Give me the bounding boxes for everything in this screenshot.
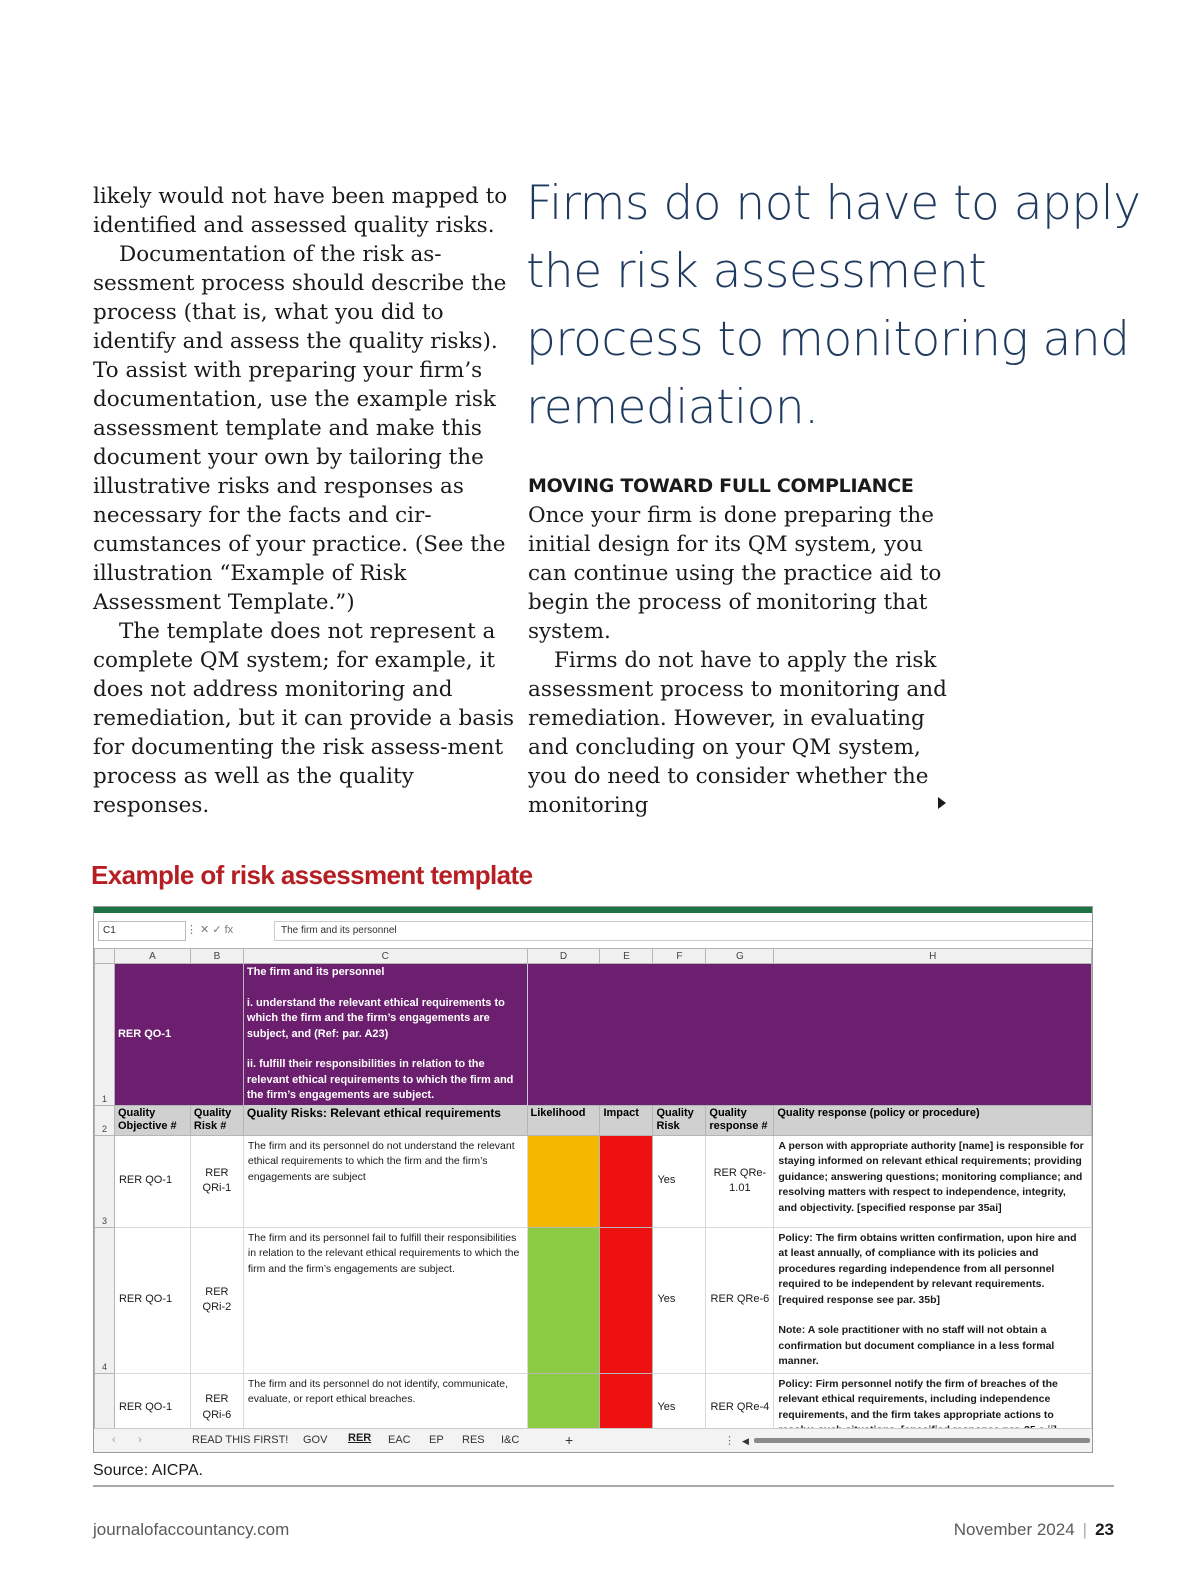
header-quality-risk[interactable]: Quality Risk xyxy=(653,1105,706,1135)
formula-bar xyxy=(94,919,1092,943)
corner-cell[interactable] xyxy=(95,949,115,964)
sheet-grid xyxy=(94,948,1092,1443)
row-number[interactable]: 2 xyxy=(95,1105,115,1135)
left-paragraph-1: likely would not have been mapped to identified and assessed quality risks. xyxy=(93,184,508,238)
row-number[interactable]: 3 xyxy=(95,1135,115,1227)
col-header-f[interactable]: F xyxy=(653,949,706,964)
table-cell-response[interactable] xyxy=(774,1135,1092,1227)
objective-description-cell[interactable] xyxy=(243,964,527,1106)
response-note: Note: A sole practitioner with no staff will not obtain a confirmation but document compliance in a less formal manner. xyxy=(778,1324,1055,1367)
horizontal-scrollbar[interactable] xyxy=(754,1438,1090,1443)
likelihood-cell[interactable] xyxy=(527,1135,600,1227)
table-cell-risk[interactable]: The firm and its personnel fail to fulfill their responsibilities in relation to the relevant ethical requirements to which the firm and the firm’s engagements are subject. xyxy=(243,1227,527,1373)
scroll-left-icon[interactable]: ◀ xyxy=(742,1436,749,1446)
more-options-icon[interactable]: ⋮ xyxy=(724,1435,735,1447)
row-number[interactable]: 4 xyxy=(95,1227,115,1373)
footer-separator: | xyxy=(1082,1520,1088,1539)
formula-icons: ⋮ ✕ ✓ fx xyxy=(186,924,234,936)
sheet-tab[interactable]: RES xyxy=(462,1434,485,1446)
table-cell-objective[interactable]: RER QO-1 xyxy=(114,1227,190,1373)
table-cell-risk-num[interactable]: RER QRi-1 xyxy=(190,1135,243,1227)
col-header-b[interactable]: B xyxy=(190,949,243,964)
footer-date: November 2024 xyxy=(953,1520,1075,1539)
figure-title: Example of risk assessment template xyxy=(91,860,533,890)
footer-site: journalofaccountancy.com xyxy=(93,1520,290,1539)
sheet-tab-active[interactable]: RER xyxy=(348,1432,372,1444)
table-cell-quality-risk[interactable]: Yes xyxy=(653,1135,706,1227)
table-cell-risk-num[interactable]: RER QRi-6 xyxy=(190,1373,243,1442)
name-box[interactable]: C1 xyxy=(98,921,186,941)
sheet-tab[interactable]: GOV xyxy=(303,1434,328,1446)
response-text: A person with appropriate authority [name] is responsible for staying informed on relevant ethical requirements; providing guidance; answering questions; monitoring compliance; and resolving matters with respect to independence, integrity, and objectivity. [specified response par 35ai] xyxy=(778,1139,1084,1214)
col-header-h[interactable]: H xyxy=(774,949,1092,964)
impact-cell[interactable] xyxy=(600,1135,653,1227)
table-cell-risk-num[interactable]: RER QRi-2 xyxy=(190,1227,243,1373)
header-risks[interactable]: Quality Risks: Relevant ethical requirements xyxy=(243,1105,527,1135)
tab-scroll-left-icon[interactable]: ‹ xyxy=(112,1434,116,1446)
figure-source: Source: AICPA. xyxy=(93,1462,203,1479)
objective-filler[interactable] xyxy=(527,964,1092,1106)
header-risk-num[interactable]: Quality Risk # xyxy=(190,1105,243,1135)
objective-cell[interactable]: RER QO-1 xyxy=(114,964,243,1106)
table-cell-objective[interactable]: RER QO-1 xyxy=(114,1373,190,1442)
sheet-tab[interactable]: I&C xyxy=(501,1434,520,1446)
header-likelihood[interactable]: Likelihood xyxy=(527,1105,600,1135)
sheet-top-bar xyxy=(94,907,1092,913)
response-text: Policy: The firm obtains written confirmation, upon hire and at least annually, of compliance with its policies and procedures regarding independence from all personnel required to be independent by relevant requirements. [required response see par. 35b] xyxy=(778,1231,1077,1306)
sheet-tab[interactable]: READ THIS FIRST! xyxy=(192,1434,289,1446)
response-text: Policy: Firm personnel notify the firm of breaches of the relevant ethical requirements, including independence requirements, and the firm takes appropriate actions to xyxy=(778,1377,1058,1421)
sheet-tab[interactable]: EAC xyxy=(388,1434,411,1446)
table-cell-objective[interactable]: RER QO-1 xyxy=(114,1135,190,1227)
col-header-a[interactable]: A xyxy=(114,949,190,964)
left-paragraph-3: The template does not represent a complete QM system; for example, it does not address monitoring and remediation, but it can provide a basis for documenting the risk assess-ment process as well as the quality responses. xyxy=(93,619,515,818)
table-cell-quality-risk[interactable]: Yes xyxy=(653,1373,706,1442)
table-cell-quality-risk[interactable]: Yes xyxy=(653,1227,706,1373)
right-paragraph-1: Once your firm is done preparing the initial design for its QM system, you can continue using the practice aid to begin the process of monitoring that system. xyxy=(528,503,942,644)
right-column xyxy=(528,472,958,820)
col-header-d[interactable]: D xyxy=(527,949,600,964)
table-cell-response-num[interactable]: RER QRe-4 xyxy=(706,1373,774,1442)
add-sheet-icon[interactable]: + xyxy=(565,1432,574,1448)
objective-line-1: The firm and its personnel xyxy=(246,966,385,978)
spreadsheet-figure xyxy=(93,906,1093,1453)
left-column xyxy=(93,182,518,820)
section-subhead: MOVING TOWARD FULL COMPLIANCE xyxy=(528,475,914,497)
row-number[interactable]: 1 xyxy=(95,964,115,1106)
right-paragraph-2: Firms do not have to apply the risk assessment process to monitoring and remediation. However, in evaluating and concluding on your QM system, you do need to consider whether the monitoring xyxy=(528,648,947,818)
left-paragraph-2: Documentation of the risk as-sessment process should describe the process (that is, what you did to identify and assess the quality risks). To assist with preparing your firm’s documentation, use the example risk assessment template and make this document your own by tailoring the illustrative risks and responses as necessary for the facts and cir-cumstances of your practice. (See the illustration “Example of Risk Assessment Template.”) xyxy=(93,242,507,615)
table-cell-risk[interactable]: The firm and its personnel do not understand the relevant ethical requirements to which the firm and the firm’s engagements are subject xyxy=(243,1135,527,1227)
likelihood-cell[interactable] xyxy=(527,1227,600,1373)
impact-cell[interactable] xyxy=(600,1227,653,1373)
objective-line-3: ii. fulfill their responsibilities in relation to the relevant ethical requirements to which the firm and the firm’s engagements are subject. xyxy=(246,1058,514,1101)
table-cell-risk[interactable]: The firm and its personnel do not identify, communicate, evaluate, or report ethical breaches. xyxy=(243,1373,527,1442)
sheet-tabs-bar xyxy=(94,1428,1092,1453)
header-response[interactable]: Quality response (policy or procedure) xyxy=(774,1105,1092,1135)
footer-rule xyxy=(93,1485,1114,1487)
col-header-e[interactable]: E xyxy=(600,949,653,964)
table-cell-response-num[interactable]: RER QRe-1.01 xyxy=(706,1135,774,1227)
page-number: 23 xyxy=(1095,1520,1114,1539)
header-impact[interactable]: Impact xyxy=(600,1105,653,1135)
tab-scroll-right-icon[interactable]: › xyxy=(138,1434,142,1446)
header-response-num[interactable]: Quality response # xyxy=(706,1105,774,1135)
objective-line-2: i. understand the relevant ethical requirements to which the firm and the firm’s engagements are subject, and (Ref: par. A23) xyxy=(246,996,505,1040)
col-header-g[interactable]: G xyxy=(706,949,774,964)
sheet-tab[interactable]: EP xyxy=(429,1434,444,1446)
footer-date-page xyxy=(954,1520,1114,1540)
pull-quote: Firms do not have to apply the risk assessment process to monitoring and remediation. xyxy=(526,176,1141,435)
header-objective[interactable]: Quality Objective # xyxy=(114,1105,190,1135)
table-cell-response[interactable] xyxy=(774,1227,1092,1373)
table-cell-response-num[interactable]: RER QRe-6 xyxy=(706,1227,774,1373)
formula-input[interactable]: The firm and its personnel xyxy=(274,921,1093,941)
continue-arrow-icon xyxy=(938,797,946,809)
col-header-c[interactable]: C xyxy=(243,949,527,964)
